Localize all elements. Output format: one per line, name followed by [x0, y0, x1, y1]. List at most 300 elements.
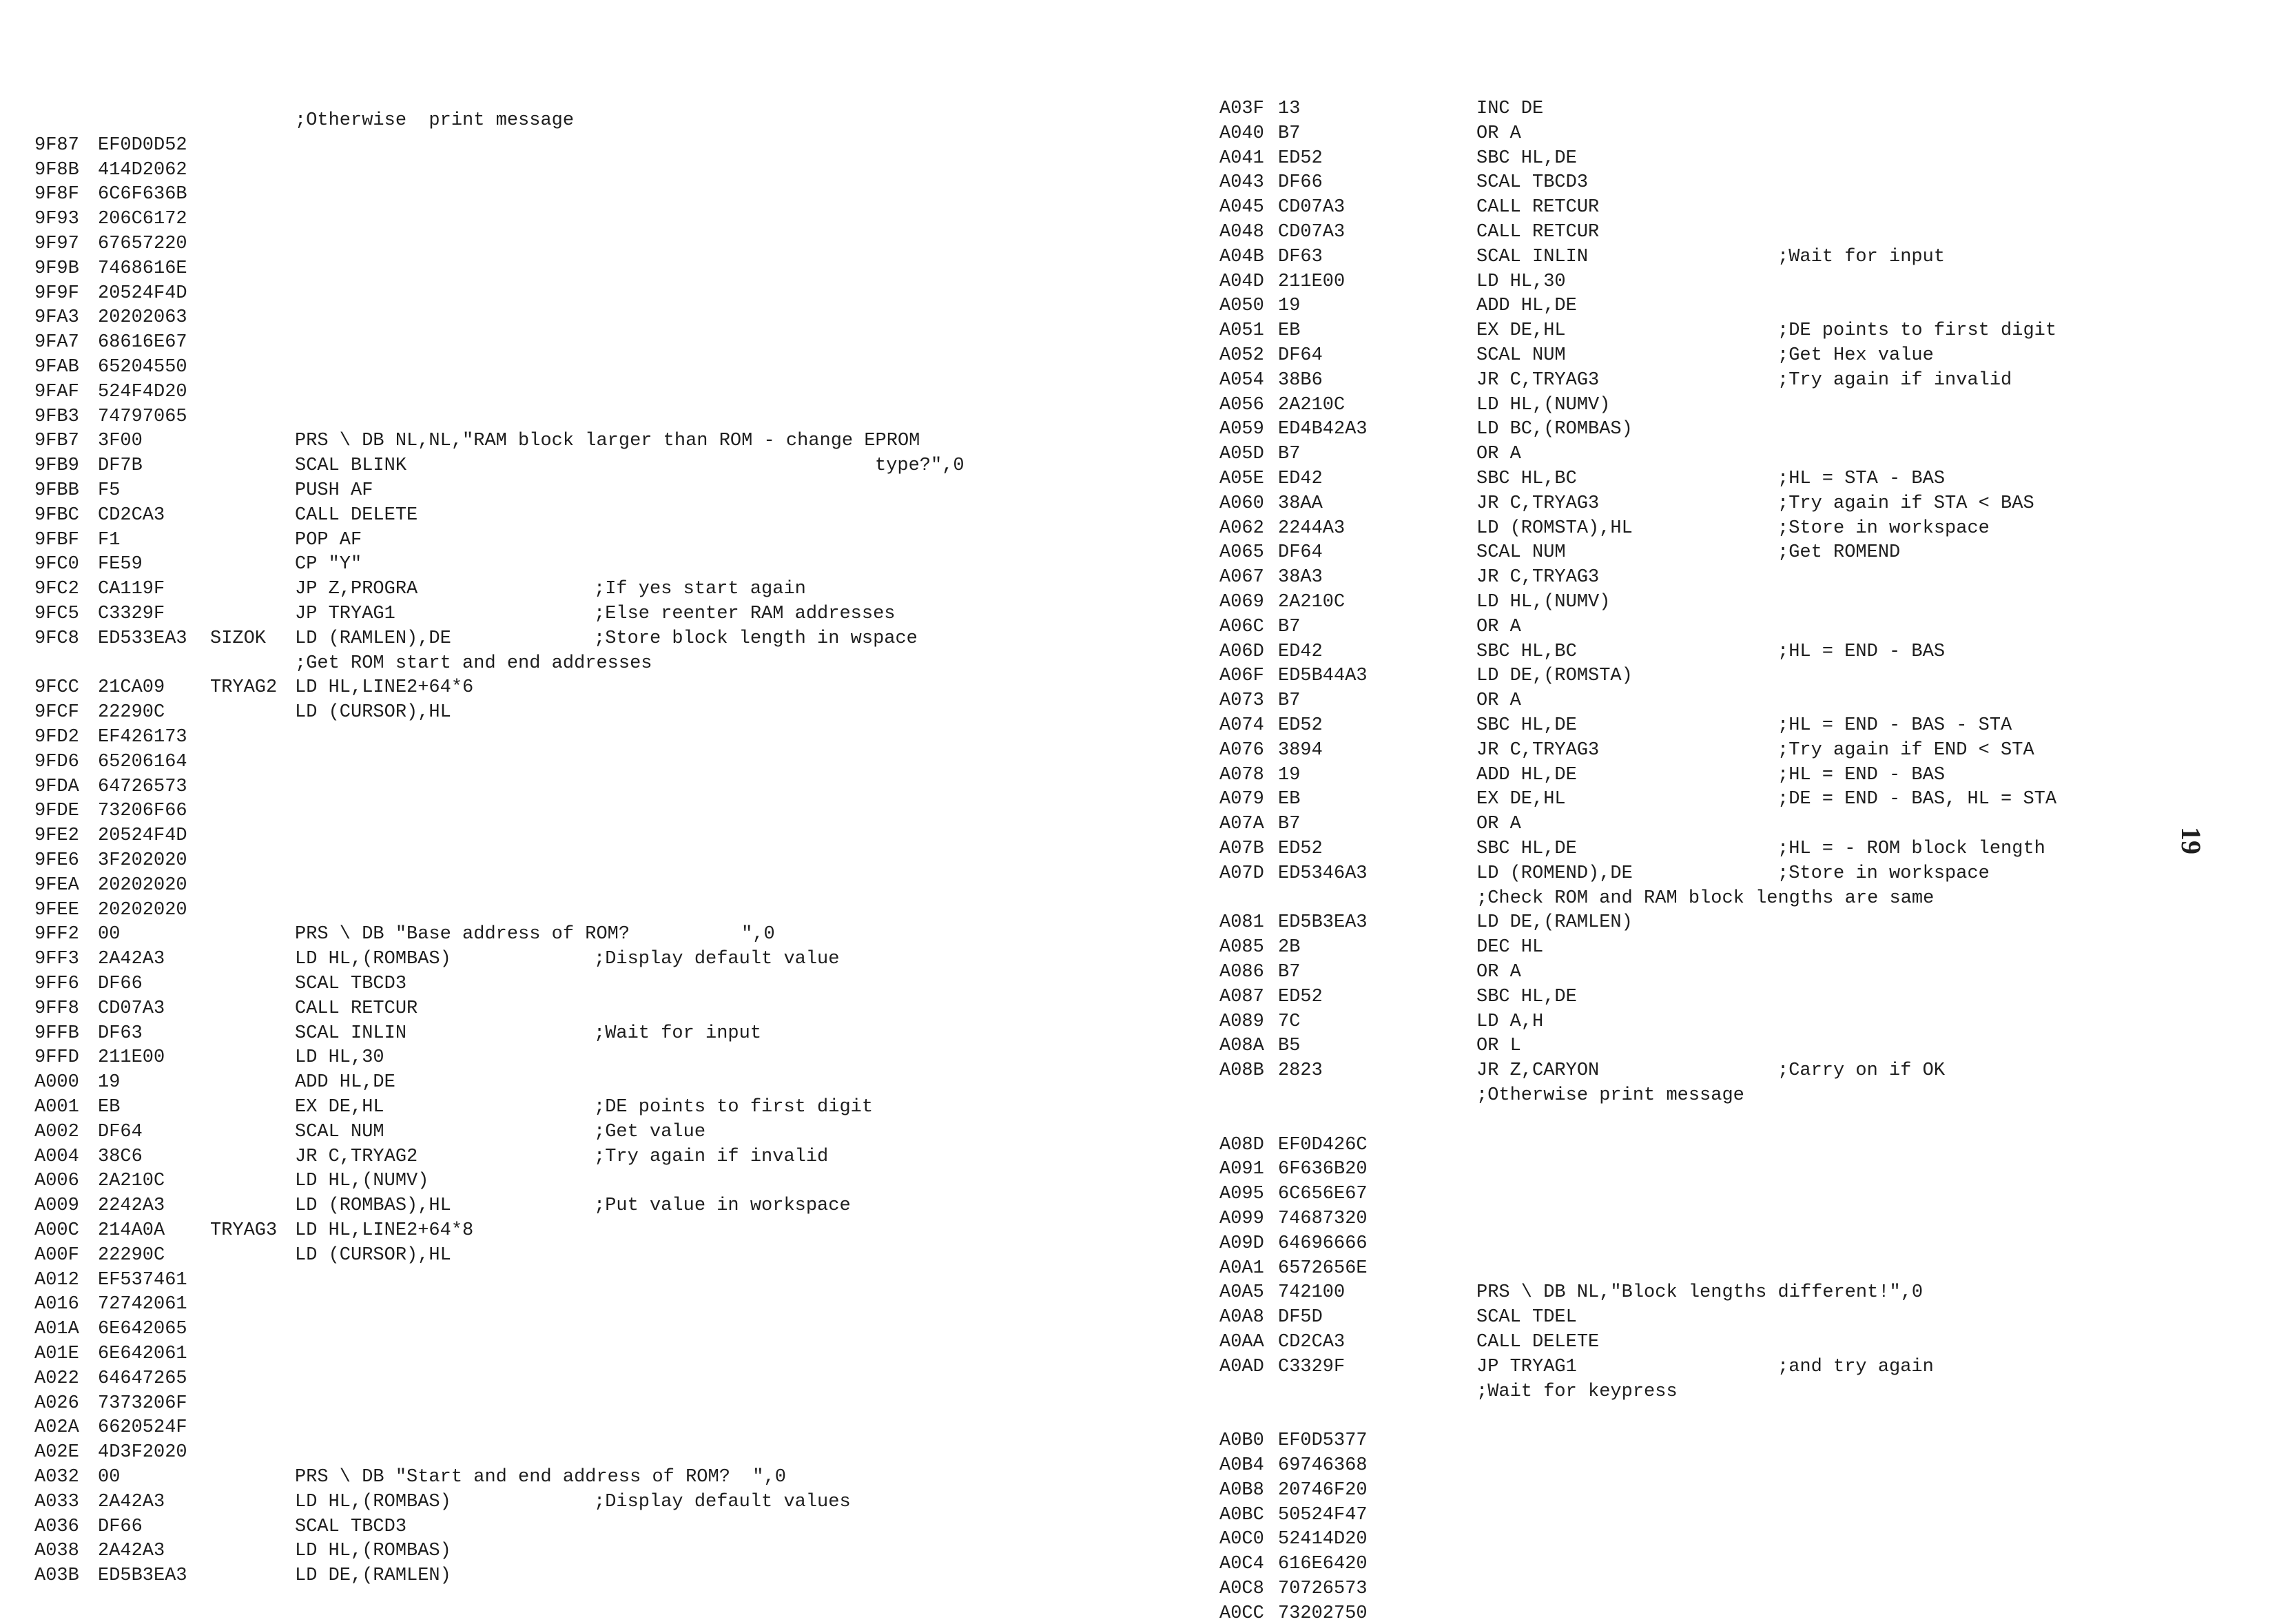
- listing-opcode: ED52: [1278, 715, 1323, 736]
- listing-address: A012: [34, 1270, 79, 1291]
- listing-address: 9FB7: [34, 431, 79, 451]
- listing-opcode: F5: [98, 480, 121, 501]
- listing-instruction: OR A: [1476, 962, 1521, 983]
- listing-opcode: 65206164: [98, 752, 187, 772]
- listing-opcode: 6C6F636B: [98, 184, 187, 205]
- listing-instruction: SCAL TBCD3: [295, 1517, 407, 1537]
- listing-opcode: EB: [1278, 789, 1301, 810]
- listing-address: A087: [1219, 987, 1264, 1007]
- listing-instruction: LD HL,(ROMBAS): [295, 949, 451, 969]
- listing-address: A079: [1219, 789, 1264, 810]
- listing-instruction: LD HL,(NUMV): [1476, 592, 1611, 613]
- listing-opcode: 20746F20: [1278, 1480, 1368, 1501]
- listing-opcode: 414D2062: [98, 160, 187, 181]
- listing-address: A086: [1219, 962, 1264, 983]
- listing-address: 9FAF: [34, 382, 79, 402]
- listing-opcode: EF537461: [98, 1270, 187, 1291]
- listing-instruction: LD DE,(ROMSTA): [1476, 666, 1633, 686]
- listing-opcode: DF64: [98, 1122, 143, 1142]
- listing-opcode: 22290C: [98, 702, 165, 723]
- listing-address: A002: [34, 1122, 79, 1142]
- listing-instruction: OR A: [1476, 617, 1521, 637]
- listing-instruction: ;Otherwise print message: [295, 110, 575, 131]
- listing-comment: ;Store in workspace: [1777, 518, 1990, 539]
- listing-address: 9FE2: [34, 825, 79, 846]
- listing-opcode: FE59: [98, 554, 143, 575]
- listing-opcode: 4D3F2020: [98, 1442, 187, 1463]
- listing-address: A0C8: [1219, 1579, 1264, 1599]
- listing-address: A00C: [34, 1220, 79, 1241]
- listing-instruction: SCAL NUM: [295, 1122, 384, 1142]
- listing-address: A0CC: [1219, 1603, 1264, 1624]
- listing-instruction: SCAL INLIN: [1476, 247, 1589, 267]
- listing-instruction: JP TRYAG1: [295, 604, 395, 624]
- listing-instruction: OR A: [1476, 690, 1521, 711]
- listing-opcode: ED533EA3: [98, 628, 187, 649]
- listing-instruction: LD (RAMLEN),DE: [295, 628, 451, 649]
- listing-instruction: PRS \ DB "Start and end address of ROM? ",0: [295, 1467, 786, 1488]
- listing-instruction: EX DE,HL: [295, 1097, 384, 1118]
- listing-address: A0C4: [1219, 1554, 1264, 1574]
- listing-instruction: CP "Y": [295, 554, 362, 575]
- listing-address: A076: [1219, 740, 1264, 761]
- listing-instruction: ;Get ROM start and end addresses: [295, 653, 652, 674]
- listing-instruction: CALL RETCUR: [1476, 222, 1600, 243]
- listing-opcode: EB: [1278, 320, 1301, 341]
- listing-opcode: 38AA: [1278, 493, 1323, 514]
- listing-opcode: EF0D0D52: [98, 135, 187, 156]
- listing-opcode: 7C: [1278, 1011, 1301, 1032]
- listing-instruction: OR A: [1476, 814, 1521, 834]
- listing-opcode: CD07A3: [1278, 222, 1345, 243]
- listing-address: A054: [1219, 370, 1264, 391]
- listing-address: 9FA7: [34, 332, 79, 353]
- listing-address: A03F: [1219, 99, 1264, 119]
- listing-instruction: ;Otherwise print message: [1476, 1085, 1744, 1106]
- listing-instruction: PRS \ DB "Base address of ROM? ",0: [295, 924, 775, 945]
- listing-comment: ;If yes start again: [594, 579, 806, 599]
- listing-comment: ;DE points to first digit: [594, 1097, 874, 1118]
- listing-address: A016: [34, 1294, 79, 1315]
- listing-opcode: B7: [1278, 690, 1301, 711]
- listing-opcode: 00: [98, 1467, 121, 1488]
- listing-opcode: ED5B3EA3: [1278, 912, 1368, 933]
- listing-address: A0AD: [1219, 1357, 1264, 1377]
- listing-address: A0B0: [1219, 1430, 1264, 1451]
- listing-address: 9F9F: [34, 283, 79, 304]
- listing-opcode: DF66: [98, 1517, 143, 1537]
- listing-comment: ;Display default values: [594, 1492, 851, 1512]
- listing-opcode: 65204550: [98, 357, 187, 378]
- listing-address: A02E: [34, 1442, 79, 1463]
- listing-address: A056: [1219, 395, 1264, 415]
- listing-opcode: EF0D5377: [1278, 1430, 1368, 1451]
- listing-opcode: DF5D: [1278, 1307, 1323, 1328]
- listing-address: 9FEA: [34, 875, 79, 896]
- listing-comment: ;Wait for input: [1777, 247, 1946, 267]
- listing-opcode: 211E00: [1278, 271, 1345, 292]
- listing-instruction: LD HL,(ROMBAS): [295, 1492, 451, 1512]
- listing-address: 9FD6: [34, 752, 79, 772]
- listing-opcode: 73206F66: [98, 801, 187, 821]
- listing-opcode: C3329F: [98, 604, 165, 624]
- listing-opcode: ED52: [1278, 839, 1323, 859]
- listing-address: A0BC: [1219, 1505, 1264, 1525]
- listing-address: A045: [1219, 197, 1264, 218]
- listing-address: A006: [34, 1171, 79, 1191]
- listing-address: A062: [1219, 518, 1264, 539]
- listing-opcode: 7373206F: [98, 1393, 187, 1414]
- listing-instruction: PRS \ DB NL,"Block lengths different!",0: [1476, 1282, 1924, 1303]
- listing-address: 9FAB: [34, 357, 79, 378]
- listing-opcode: B7: [1278, 814, 1301, 834]
- listing-comment: ;HL = END - BAS: [1777, 765, 1946, 785]
- listing-instruction: SCAL NUM: [1476, 542, 1566, 563]
- listing-address: A089: [1219, 1011, 1264, 1032]
- listing-address: 9F9B: [34, 258, 79, 279]
- listing-address: A073: [1219, 690, 1264, 711]
- listing-address: A01A: [34, 1319, 79, 1339]
- listing-address: 9FCC: [34, 677, 79, 698]
- listing-address: A050: [1219, 296, 1264, 316]
- listing-address: A004: [34, 1147, 79, 1167]
- listing-opcode: 72742061: [98, 1294, 187, 1315]
- listing-opcode: 64726573: [98, 777, 187, 797]
- listing-address: A069: [1219, 592, 1264, 613]
- listing-comment: ;DE points to first digit: [1777, 320, 2057, 341]
- listing-instruction: LD HL,(NUMV): [295, 1171, 429, 1191]
- listing-instruction: OR A: [1476, 444, 1521, 464]
- listing-opcode: 20524F4D: [98, 825, 187, 846]
- listing-opcode: 6C656E67: [1278, 1184, 1368, 1204]
- listing-opcode: C3329F: [1278, 1357, 1345, 1377]
- listing-instruction: LD DE,(RAMLEN): [1476, 912, 1633, 933]
- listing-instruction: LD (CURSOR),HL: [295, 702, 451, 723]
- listing-address: A09D: [1219, 1233, 1264, 1254]
- listing-instruction: INC DE: [1476, 99, 1544, 119]
- listing-opcode: DF63: [1278, 247, 1323, 267]
- listing-opcode: 524F4D20: [98, 382, 187, 402]
- listing-address: A085: [1219, 937, 1264, 958]
- listing-address: A022: [34, 1368, 79, 1389]
- listing-opcode: ED5B3EA3: [98, 1565, 187, 1586]
- listing-address: 9FC0: [34, 554, 79, 575]
- listing-instruction: LD HL,LINE2+64*8: [295, 1220, 474, 1241]
- listing-address: 9FBC: [34, 505, 79, 526]
- listing-address: A099: [1219, 1209, 1264, 1229]
- listing-instruction: PUSH AF: [295, 480, 373, 501]
- listing-address: 9FD2: [34, 727, 79, 748]
- listing-opcode: 68616E67: [98, 332, 187, 353]
- listing-opcode: 2B: [1278, 937, 1301, 958]
- listing-opcode: 19: [1278, 765, 1301, 785]
- listing-address: 9FDE: [34, 801, 79, 821]
- listing-opcode: 6E642061: [98, 1344, 187, 1364]
- listing-address: A081: [1219, 912, 1264, 933]
- listing-opcode: 19: [98, 1072, 121, 1093]
- listing-instruction: SBC HL,DE: [1476, 148, 1577, 169]
- listing-address: 9FE6: [34, 850, 79, 871]
- listing-label: TRYAG2: [210, 677, 278, 698]
- listing-address: A04B: [1219, 247, 1264, 267]
- listing-opcode: 38A3: [1278, 567, 1323, 588]
- listing-comment: ;HL = - ROM block length: [1777, 839, 2045, 859]
- listing-address: A048: [1219, 222, 1264, 243]
- listing-address: A059: [1219, 419, 1264, 440]
- listing-opcode: B7: [1278, 444, 1301, 464]
- listing-opcode: 52414D20: [1278, 1529, 1368, 1550]
- listing-address: 9F87: [34, 135, 79, 156]
- listing-address: A05D: [1219, 444, 1264, 464]
- listing-opcode: 20202063: [98, 307, 187, 328]
- listing-address: 9FBB: [34, 480, 79, 501]
- listing-opcode: 2A42A3: [98, 949, 165, 969]
- listing-address: 9FF3: [34, 949, 79, 969]
- listing-address: A04D: [1219, 271, 1264, 292]
- listing-opcode: 3894: [1278, 740, 1323, 761]
- listing-address: A07B: [1219, 839, 1264, 859]
- listing-opcode: 67657220: [98, 234, 187, 254]
- listing-comment: ;Get Hex value: [1777, 345, 1934, 366]
- listing-instruction: EX DE,HL: [1476, 789, 1566, 810]
- listing-opcode: 21CA09: [98, 677, 165, 698]
- listing-comment: ;Else reenter RAM addresses: [594, 604, 896, 624]
- listing-opcode: 2242A3: [98, 1195, 165, 1216]
- listing-opcode: 3F202020: [98, 850, 187, 871]
- listing-address: A036: [34, 1517, 79, 1537]
- listing-instruction: JR C,TRYAG3: [1476, 567, 1600, 588]
- listing-opcode: DF66: [98, 974, 143, 994]
- listing-address: 9FC5: [34, 604, 79, 624]
- listing-address: A001: [34, 1097, 79, 1118]
- listing-address: 9FC8: [34, 628, 79, 649]
- listing-address: A040: [1219, 123, 1264, 144]
- listing-address: A026: [34, 1393, 79, 1414]
- listing-opcode: 2A42A3: [98, 1492, 165, 1512]
- listing-opcode: 3F00: [98, 431, 143, 451]
- listing-opcode: 6572656E: [1278, 1258, 1368, 1279]
- listing-address: 9FF2: [34, 924, 79, 945]
- listing-continuation: type?",0: [875, 455, 965, 476]
- listing-opcode: DF66: [1278, 172, 1323, 193]
- listing-address: A038: [34, 1541, 79, 1561]
- listing-address: A065: [1219, 542, 1264, 563]
- listing-comment: ;Carry on if OK: [1777, 1060, 1946, 1081]
- listing-opcode: B5: [1278, 1036, 1301, 1056]
- listing-opcode: 2A210C: [98, 1171, 165, 1191]
- listing-address: A043: [1219, 172, 1264, 193]
- listing-instruction: JP Z,PROGRA: [295, 579, 418, 599]
- listing-address: A060: [1219, 493, 1264, 514]
- listing-opcode: 6F636B20: [1278, 1159, 1368, 1180]
- listing-address: A06D: [1219, 641, 1264, 662]
- listing-address: 9F8F: [34, 184, 79, 205]
- listing-opcode: ED4B42A3: [1278, 419, 1368, 440]
- listing-comment: ;DE = END - BAS, HL = STA: [1777, 789, 2057, 810]
- listing-opcode: 20202020: [98, 900, 187, 921]
- listing-instruction: LD BC,(ROMBAS): [1476, 419, 1633, 440]
- listing-address: A078: [1219, 765, 1264, 785]
- listing-opcode: DF64: [1278, 542, 1323, 563]
- listing-opcode: 38C6: [98, 1147, 143, 1167]
- listing-opcode: 616E6420: [1278, 1554, 1368, 1574]
- listing-instruction: LD (CURSOR),HL: [295, 1245, 451, 1266]
- listing-comment: ;Store block length in wspace: [594, 628, 918, 649]
- listing-opcode: EF0D426C: [1278, 1135, 1368, 1155]
- listing-opcode: DF64: [1278, 345, 1323, 366]
- listing-opcode: 64696666: [1278, 1233, 1368, 1254]
- listing-comment: ;Get ROMEND: [1777, 542, 1901, 563]
- listing-opcode: B7: [1278, 123, 1301, 144]
- listing-opcode: F1: [98, 530, 121, 551]
- listing-address: A07D: [1219, 863, 1264, 884]
- listing-instruction: LD DE,(RAMLEN): [295, 1565, 451, 1586]
- listing-instruction: CALL DELETE: [1476, 1332, 1600, 1353]
- listing-address: A091: [1219, 1159, 1264, 1180]
- listing-opcode: 2A210C: [1278, 592, 1345, 613]
- listing-comment: ;and try again: [1777, 1357, 1934, 1377]
- listing-opcode: 214A0A: [98, 1220, 165, 1241]
- listing-address: 9F8B: [34, 160, 79, 181]
- page-number: 19: [2176, 827, 2207, 854]
- listing-comment: ;HL = END - BAS: [1777, 641, 1946, 662]
- listing-opcode: 7468616E: [98, 258, 187, 279]
- listing-instruction: EX DE,HL: [1476, 320, 1566, 341]
- listing-address: A02A: [34, 1417, 79, 1438]
- listing-address: A033: [34, 1492, 79, 1512]
- listing-instruction: ;Wait for keypress: [1476, 1381, 1678, 1402]
- listing-instruction: LD (ROMEND),DE: [1476, 863, 1633, 884]
- listing-address: 9FB3: [34, 407, 79, 427]
- listing-address: A08B: [1219, 1060, 1264, 1081]
- listing-opcode: 2823: [1278, 1060, 1323, 1081]
- listing-address: A074: [1219, 715, 1264, 736]
- listing-opcode: 742100: [1278, 1282, 1345, 1303]
- listing-comment: ;Get value: [594, 1122, 706, 1142]
- listing-address: 9FFB: [34, 1023, 79, 1044]
- listing-opcode: 74687320: [1278, 1209, 1368, 1229]
- listing-address: A00F: [34, 1245, 79, 1266]
- listing-opcode: ED42: [1278, 641, 1323, 662]
- listing-instruction: SCAL TBCD3: [295, 974, 407, 994]
- listing-address: A051: [1219, 320, 1264, 341]
- listing-instruction: POP AF: [295, 530, 362, 551]
- listing-instruction: LD (ROMSTA),HL: [1476, 518, 1633, 539]
- listing-opcode: 19: [1278, 296, 1301, 316]
- listing-opcode: 74797065: [98, 407, 187, 427]
- listing-address: 9FBF: [34, 530, 79, 551]
- listing-instruction: CALL DELETE: [295, 505, 418, 526]
- listing-instruction: SBC HL,DE: [1476, 839, 1577, 859]
- listing-label: TRYAG3: [210, 1220, 278, 1241]
- listing-address: A0B4: [1219, 1455, 1264, 1476]
- listing-opcode: ED52: [1278, 148, 1323, 169]
- listing-instruction: SCAL BLINK: [295, 455, 407, 476]
- listing-address: A067: [1219, 567, 1264, 588]
- listing-instruction: LD A,H: [1476, 1011, 1544, 1032]
- listing-address: A095: [1219, 1184, 1264, 1204]
- listing-instruction: SBC HL,BC: [1476, 469, 1577, 489]
- listing-address: A0B8: [1219, 1480, 1264, 1501]
- listing-opcode: B7: [1278, 617, 1301, 637]
- listing-opcode: 20202020: [98, 875, 187, 896]
- listing-instruction: ADD HL,DE: [295, 1072, 395, 1093]
- listing-address: A0A8: [1219, 1307, 1264, 1328]
- listing-instruction: SCAL INLIN: [295, 1023, 407, 1044]
- listing-address: 9FCF: [34, 702, 79, 723]
- listing-label: SIZOK: [210, 628, 267, 649]
- listing-opcode: 73202750: [1278, 1603, 1368, 1624]
- listing-instruction: DEC HL: [1476, 937, 1544, 958]
- listing-opcode: 6E642065: [98, 1319, 187, 1339]
- listing-instruction: JP TRYAG1: [1476, 1357, 1577, 1377]
- listing-opcode: CD07A3: [98, 998, 165, 1019]
- listing-address: A0A5: [1219, 1282, 1264, 1303]
- listing-opcode: EB: [98, 1097, 121, 1118]
- listing-address: 9FF6: [34, 974, 79, 994]
- listing-instruction: LD HL,30: [1476, 271, 1566, 292]
- listing-instruction: JR C,TRYAG2: [295, 1147, 418, 1167]
- listing-address: A0A1: [1219, 1258, 1264, 1279]
- listing-comment: ;Try again if STA < BAS: [1777, 493, 2034, 514]
- listing-opcode: 70726573: [1278, 1579, 1368, 1599]
- listing-instruction: OR A: [1476, 123, 1521, 144]
- listing-address: 9FEE: [34, 900, 79, 921]
- listing-opcode: ED5B44A3: [1278, 666, 1368, 686]
- listing-address: A0C0: [1219, 1529, 1264, 1550]
- listing-comment: ;HL = END - BAS - STA: [1777, 715, 2012, 736]
- listing-address: A07A: [1219, 814, 1264, 834]
- listing-instruction: SCAL NUM: [1476, 345, 1566, 366]
- listing-opcode: 69746368: [1278, 1455, 1368, 1476]
- listing-instruction: SCAL TDEL: [1476, 1307, 1577, 1328]
- listing-address: A009: [34, 1195, 79, 1216]
- listing-address: A000: [34, 1072, 79, 1093]
- listing-comment: ;Store in workspace: [1777, 863, 1990, 884]
- listing-instruction: SBC HL,DE: [1476, 715, 1577, 736]
- listing-opcode: DF7B: [98, 455, 143, 476]
- listing-instruction: CALL RETCUR: [1476, 197, 1600, 218]
- listing-opcode: 206C6172: [98, 209, 187, 229]
- listing-comment: ;Wait for input: [594, 1023, 762, 1044]
- listing-comment: ;Try again if END < STA: [1777, 740, 2034, 761]
- listing-opcode: 50524F47: [1278, 1505, 1368, 1525]
- listing-address: A052: [1219, 345, 1264, 366]
- listing-address: 9FB9: [34, 455, 79, 476]
- listing-instruction: JR C,TRYAG3: [1476, 493, 1600, 514]
- listing-opcode: 00: [98, 924, 121, 945]
- listing-address: A0AA: [1219, 1332, 1264, 1353]
- listing-opcode: 2244A3: [1278, 518, 1345, 539]
- listing-instruction: LD HL,(ROMBAS): [295, 1541, 451, 1561]
- listing-address: 9FA3: [34, 307, 79, 328]
- listing-opcode: ED5346A3: [1278, 863, 1368, 884]
- listing-address: A03B: [34, 1565, 79, 1586]
- listing-opcode: ED52: [1278, 987, 1323, 1007]
- listing-address: 9FC2: [34, 579, 79, 599]
- listing-opcode: ED42: [1278, 469, 1323, 489]
- listing-address: A06C: [1219, 617, 1264, 637]
- listing-opcode: 22290C: [98, 1245, 165, 1266]
- listing-opcode: EF426173: [98, 727, 187, 748]
- listing-address: 9F93: [34, 209, 79, 229]
- listing-address: 9FDA: [34, 777, 79, 797]
- listing-address: A032: [34, 1467, 79, 1488]
- listing-instruction: ADD HL,DE: [1476, 765, 1577, 785]
- listing-opcode: 2A210C: [1278, 395, 1345, 415]
- listing-opcode: CA119F: [98, 579, 165, 599]
- listing-address: 9FF8: [34, 998, 79, 1019]
